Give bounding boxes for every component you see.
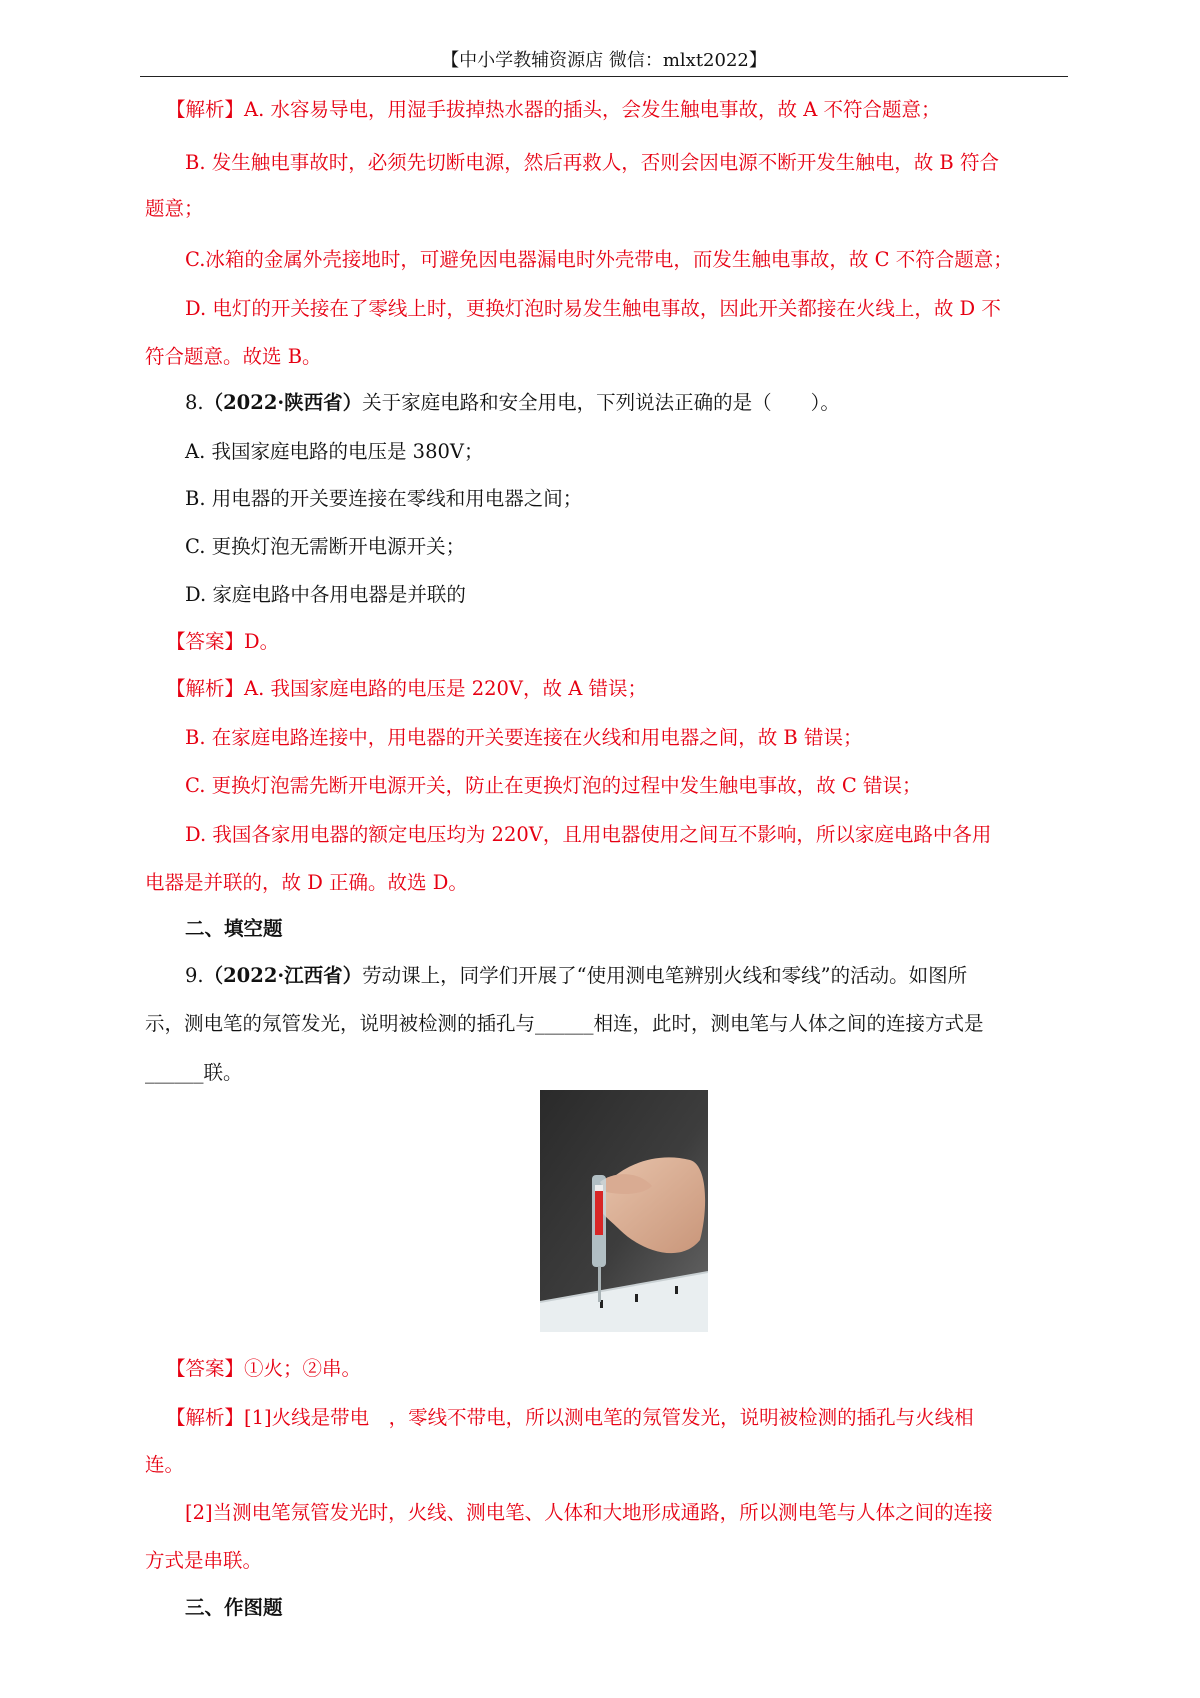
analysis-label: 【解析】 xyxy=(166,1406,245,1429)
q8-analysis-c: C. 更换灯泡需先断开电源开关，防止在更换灯泡的过程中发生触电事故，故 C 错误； xyxy=(185,774,922,797)
q9-analysis-1b: 连。 xyxy=(145,1453,185,1476)
q9-source: （2022·江西省） xyxy=(203,964,363,987)
answer-label: 【答案】 xyxy=(166,630,245,653)
analysis-label: 【解析】 xyxy=(166,677,245,700)
q8-analysis-a: 【解析】A. 我国家庭电路的电压是 220V，故 A 错误； xyxy=(166,677,647,700)
q9-analysis-2a: [2]当测电笔氖管发光时，火线、测电笔、人体和大地形成通路，所以测电笔与人体之间的连接 xyxy=(185,1501,993,1524)
q8-option-c: C. 更换灯泡无需断开电源开关； xyxy=(185,535,466,558)
q8-analysis-b: B. 在家庭电路连接中，用电器的开关要连接在火线和用电器之间，故 B 错误； xyxy=(185,726,863,749)
section-title-drawing: 三、作图题 xyxy=(185,1596,283,1619)
q9-analysis-1a: 【解析】[1]火线是带电 ，零线不带电，所以测电笔的氖管发光，说明被检测的插孔与火线相 xyxy=(166,1406,974,1429)
q9-stem-1: 9.（2022·江西省）劳动课上，同学们开展了“使用测电笔辨别火线和零线”的活动。如图所 xyxy=(185,964,968,987)
header-divider xyxy=(140,76,1068,77)
q7-analysis-c: C.冰箱的金属外壳接地时，可避免因电器漏电时外壳带电，而发生触电事故，故 C 不符合题意； xyxy=(185,248,1013,271)
q7-analysis-a: 【解析】A. 水容易导电，用湿手拔掉热水器的插头，会发生触电事故，故 A 不符合题意； xyxy=(166,98,941,121)
q7-analysis-d2: 符合题意。故选 B。 xyxy=(145,345,322,368)
page-header: 【中小学教辅资源店 微信：mlxt2022】 xyxy=(441,50,767,71)
q8-source: （2022·陕西省） xyxy=(203,391,363,414)
q9-answer: 【答案】①火；②串。 xyxy=(166,1357,362,1380)
q8-analysis-d2: 电器是并联的，故 D 正确。故选 D。 xyxy=(145,871,468,894)
section-title-fill-in: 二、填空题 xyxy=(185,917,283,940)
q8-stem: 8.（2022·陕西省）关于家庭电路和安全用电，下列说法正确的是（ ）。 xyxy=(185,391,840,414)
q9-stem-2: 示，测电笔的氖管发光，说明被检测的插孔与______相连，此时，测电笔与人体之间的连接方式是 xyxy=(145,1012,984,1035)
q9-stem-3: ______联。 xyxy=(145,1061,243,1084)
q8-analysis-d1: D. 我国各家用电器的额定电压均为 220V，且用电器使用之间互不影响，所以家庭电路中各用 xyxy=(185,823,992,846)
q7-analysis-d1: D. 电灯的开关接在了零线上时，更换灯泡时易发生触电事故，因此开关都接在火线上，故 D 不 xyxy=(185,297,1001,320)
q7-analysis-b1: B. 发生触电事故时，必须先切断电源，然后再救人，否则会因电源不断开发生触电，故 B 符合 xyxy=(185,151,999,174)
test-pen-photo xyxy=(540,1090,708,1332)
analysis-label: 【解析】 xyxy=(166,98,245,121)
q9-analysis-2b: 方式是串联。 xyxy=(145,1549,263,1572)
q8-option-a: A. 我国家庭电路的电压是 380V； xyxy=(185,440,484,463)
q8-answer: 【答案】D。 xyxy=(166,630,280,653)
q7-analysis-b2: 题意； xyxy=(145,197,204,220)
q8-option-b: B. 用电器的开关要连接在零线和用电器之间； xyxy=(185,487,583,510)
q8-option-d: D. 家庭电路中各用电器是并联的 xyxy=(185,583,466,606)
answer-label: 【答案】 xyxy=(166,1357,245,1380)
